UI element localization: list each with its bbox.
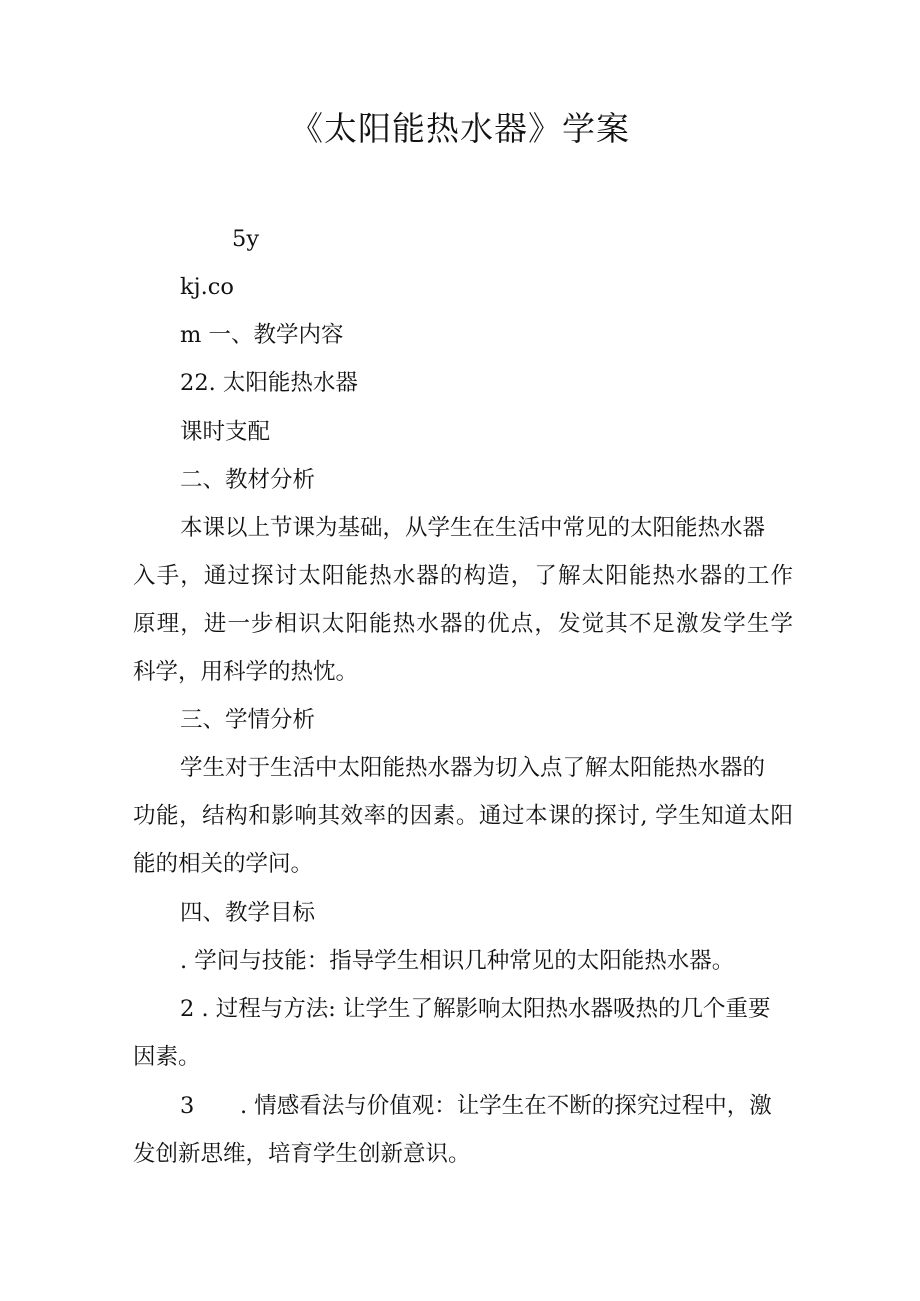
objective-line: 2 . 过程与方法: 让学生了解影响太阳热水器吸热的几个重要 (180, 996, 771, 1022)
objective-number: 3 (180, 1093, 195, 1119)
objective-line: . 学问与技能：指导学生相识几种常见的太阳能热水器。 (180, 948, 735, 974)
document-title: 《太阳能热水器》学案 (290, 109, 630, 148)
section-heading: 二、教材分析 (180, 467, 316, 493)
paragraph-line: 能的相关的学问。 (133, 851, 314, 877)
section-heading: 四、教学目标 (180, 900, 316, 926)
paragraph-line: 原理，进一步相识太阳能热水器的优点，发觉其不足激发学生学 (133, 611, 793, 637)
paragraph-line: 入手，通过探讨太阳能热水器的构造，了解太阳能热水器的工作 (133, 563, 793, 589)
objective-line: 因素。 (133, 1044, 201, 1070)
lesson-title: 22. 太阳能热水器 (180, 370, 358, 396)
objective-line: . 情感看法与价值观：让学生在不断的探究过程中，激 (240, 1093, 772, 1119)
paragraph-line: 学生对于生活中太阳能热水器为切入点了解太阳能热水器的 (180, 755, 766, 781)
text-line: 课时支配 (180, 419, 271, 445)
paragraph-line: 科学，用科学的热忱。 (133, 659, 359, 685)
objective-line: 发创新思维，培育学生创新意识。 (133, 1141, 471, 1167)
text-line: kj.co (180, 274, 234, 300)
paragraph-line: 本课以上节课为基础，从学生在生活中常见的太阳能热水器 (180, 515, 766, 541)
text-line: 5y (232, 226, 260, 252)
section-heading: m 一、教学内容 (180, 322, 344, 348)
paragraph-line: 功能，结构和影响其效率的因素。通过本课的探讨, 学生知道太阳 (133, 803, 793, 829)
section-heading: 三、学情分析 (180, 707, 316, 733)
